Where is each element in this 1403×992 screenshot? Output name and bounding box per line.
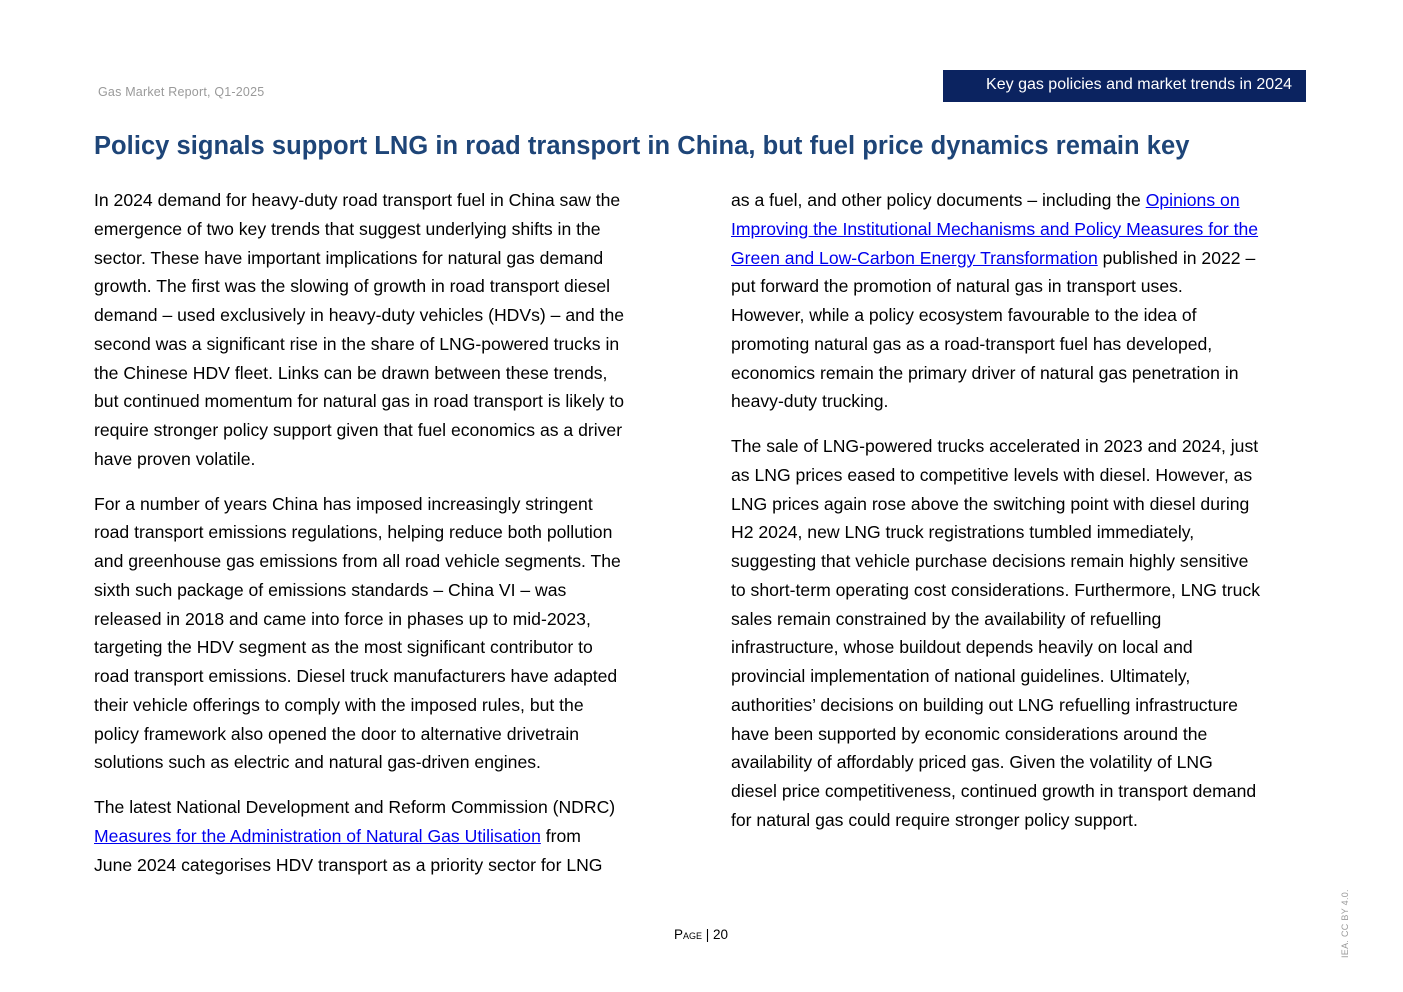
text-line: sector. These have important implications for natural gas demand xyxy=(94,247,604,268)
text-line: put forward the promotion of natural gas in transport uses. xyxy=(731,276,1183,297)
link-opinions-energy-transformation[interactable]: Opinions on xyxy=(1145,190,1240,210)
text-line: released in 2018 and came into force in phases up to mid-2023, xyxy=(94,608,591,629)
text-line: sixth such package of emissions standards – China VI – was xyxy=(94,579,567,600)
link-opinions-energy-transformation[interactable]: Improving the Institutional Mechanisms and Policy Measures for the xyxy=(731,218,1259,239)
link-opinions-energy-transformation[interactable]: Green and Low-Carbon Energy Transformation xyxy=(731,247,1098,268)
paragraph-5 xyxy=(731,432,1311,835)
text-line: but continued momentum for natural gas in road transport is likely to xyxy=(94,391,625,412)
text-line: demand – used exclusively in heavy-duty vehicles (HDVs) – and the xyxy=(94,305,625,325)
text-line: have proven volatile. xyxy=(94,448,256,469)
text-line: as LNG prices eased to competitive levels with diesel. However, as xyxy=(731,464,1253,485)
text-line: In 2024 demand for heavy-duty road transport fuel in China saw the xyxy=(94,190,621,210)
text-line: The latest National Development and Reform Commission (NDRC) xyxy=(94,797,616,817)
page-number xyxy=(674,927,728,942)
right-column xyxy=(731,186,1311,851)
text-line: provincial implementation of national guidelines. Ultimately, xyxy=(731,666,1191,686)
text-line: H2 2024, new LNG truck registrations tumbled immediately, xyxy=(731,522,1195,543)
text-line: promoting natural gas as a road-transport fuel has developed, xyxy=(731,333,1213,354)
text-line xyxy=(731,186,1311,215)
report-name: Gas Market Report, Q1-2025 xyxy=(98,85,265,99)
text-line: their vehicle offerings to comply with the imposed rules, but the xyxy=(94,694,584,715)
text-line: June 2024 categorises HDV transport as a priority sector for LNG xyxy=(94,854,603,875)
paragraph-1 xyxy=(94,186,674,474)
text-line: For a number of years China has imposed increasingly stringent xyxy=(94,493,593,514)
text-line: authorities’ decisions on building out LNG refuelling infrastructure xyxy=(731,694,1238,715)
text-line: the Chinese HDV fleet. Links can be drawn between these trends, xyxy=(94,362,608,383)
text-fragment: as a fuel, and other policy documents – including the xyxy=(731,190,1146,210)
text-line: However, while a policy ecosystem favourable to the idea of xyxy=(731,305,1197,325)
license-text: IEA. CC BY 4.0. xyxy=(1340,889,1350,958)
text-line: availability of affordably priced gas. Given the volatility of LNG xyxy=(731,752,1213,773)
text-fragment: published in 2022 – xyxy=(1097,247,1256,268)
page-separator: | xyxy=(702,927,714,942)
text-line xyxy=(731,244,1311,273)
section-tab: Key gas policies and market trends in 2024 xyxy=(943,70,1306,102)
text-line: suggesting that vehicle purchase decisions remain highly sensitive xyxy=(731,551,1249,571)
text-fragment: from xyxy=(540,825,581,846)
paragraph-2 xyxy=(94,490,674,778)
page-number-value: 20 xyxy=(713,927,729,942)
text-line: infrastructure, whose buildout depends heavily on local and xyxy=(731,637,1193,658)
text-line: heavy-duty trucking. xyxy=(731,391,889,412)
text-line: have been supported by economic considerations around the xyxy=(731,723,1208,744)
text-line: road transport emissions regulations, helping reduce both pollution xyxy=(94,522,613,543)
paragraph-3 xyxy=(94,793,674,879)
text-line: road transport emissions. Diesel truck manufacturers have adapted xyxy=(94,666,618,686)
text-line: growth. The first was the slowing of growth in road transport diesel xyxy=(94,276,611,297)
text-line: solutions such as electric and natural gas-driven engines. xyxy=(94,752,541,773)
page-title: Policy signals support LNG in road transport in China, but fuel price dynamics remain key xyxy=(94,132,1190,160)
text-line: to short-term operating cost considerations. Furthermore, LNG truck xyxy=(731,579,1260,600)
text-line: policy framework also opened the door to alternative drivetrain xyxy=(94,723,580,744)
text-line: targeting the HDV segment as the most significant contributor to xyxy=(94,637,593,658)
paragraph-4 xyxy=(731,186,1311,416)
text-line: economics remain the primary driver of natural gas penetration in xyxy=(731,362,1239,383)
left-column xyxy=(94,186,674,895)
link-measures-natural-gas-utilisation[interactable]: Measures for the Administration of Natural Gas Utilisation xyxy=(94,825,541,846)
text-line: emergence of two key trends that suggest underlying shifts in the xyxy=(94,218,601,239)
text-line: diesel price competitiveness, continued growth in transport demand xyxy=(731,781,1257,801)
page-label: Page xyxy=(674,927,703,942)
text-line: for natural gas could require stronger policy support. xyxy=(731,809,1138,830)
text-line xyxy=(731,215,1311,244)
text-line: require stronger policy support given that fuel economics as a driver xyxy=(94,420,623,440)
text-line: LNG prices again rose above the switching point with diesel during xyxy=(731,493,1250,514)
text-line: second was a significant rise in the share of LNG-powered trucks in xyxy=(94,333,620,354)
text-line: and greenhouse gas emissions from all road vehicle segments. The xyxy=(94,551,621,571)
text-line: sales remain constrained by the availability of refuelling xyxy=(731,608,1162,629)
text-line: The sale of LNG-powered trucks accelerated in 2023 and 2024, just xyxy=(731,436,1259,456)
text-line xyxy=(94,822,674,851)
